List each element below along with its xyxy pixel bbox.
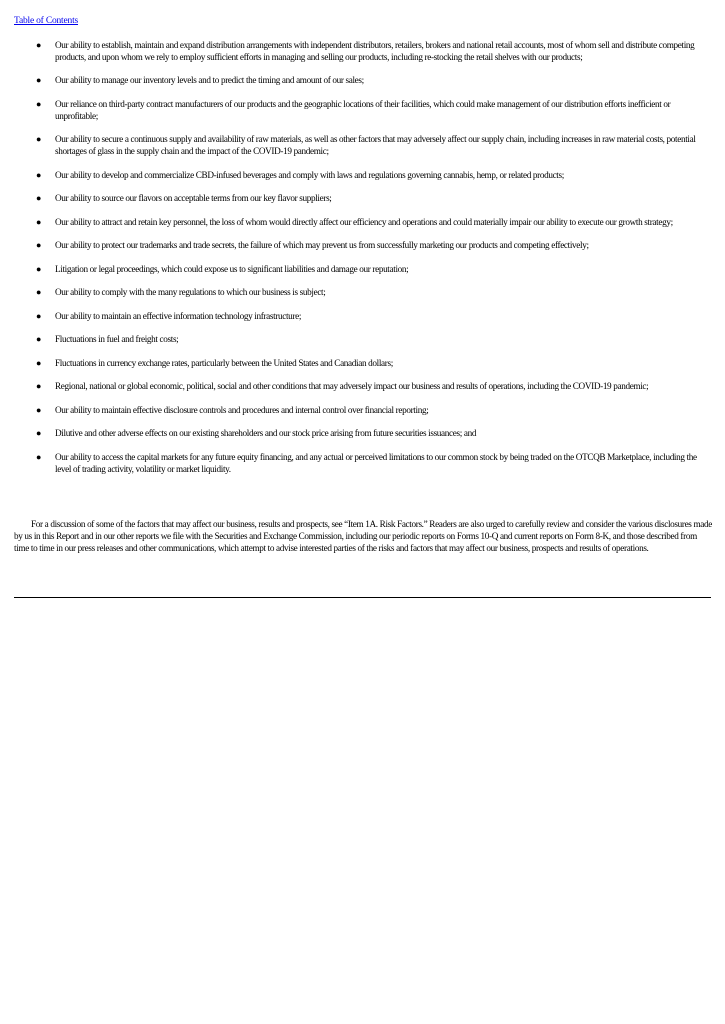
list-item: [0, 264, 725, 276]
list-item: [0, 217, 725, 229]
list-item: [0, 334, 725, 346]
list-item-text: Our ability to manage our inventory levels and to predict the timing and amount of our sales;: [55, 75, 364, 86]
list-item: [0, 134, 725, 158]
list-item-text: Our ability to access the capital markets for any future equity financing, and any actual or perceived limitations to our common stock by being traded on the OTCQB Marketplace, including the level of trading activity, volatility or market liquidity.: [55, 451, 697, 474]
closing-paragraph: For a discussion of some of the factors that may affect our business, results and prospects, see “Item 1A. Risk Factors.” Readers are also urged to carefully review and consider the various disclosures made by us in this Report and in our other reports we file with the Securities and Exchange Commission, including our periodic reports on Forms 10-Q and current reports on Form 8-K, and those described from time to time in our press releases and other communications, which attempt to advise interested parties of the risks and factors that may affect our business, prospects and results of operations.: [14, 519, 712, 553]
list-item: [0, 240, 725, 252]
list-item-text: Our ability to maintain effective disclosure controls and procedures and internal control over financial reporting;: [55, 404, 429, 415]
list-item-text: Our ability to source our flavors on acceptable terms from our key flavor suppliers;: [55, 193, 332, 204]
bullet-icon: ●: [36, 240, 42, 251]
list-item: [0, 358, 725, 370]
list-item: [0, 75, 725, 87]
page-divider: [14, 597, 711, 598]
list-item: [0, 170, 725, 182]
list-item: [0, 381, 725, 393]
bullet-icon: ●: [36, 98, 42, 109]
list-item-text: Our reliance on third-party contract manufacturers of our products and the geographic locations of their facilities, which could make management of our distribution efforts inefficient or unprofitable;: [55, 98, 671, 121]
bullet-icon: ●: [36, 193, 42, 204]
bullet-icon: ●: [36, 287, 42, 298]
list-item-text: Fluctuations in fuel and freight costs;: [55, 334, 179, 345]
list-item-text: Our ability to secure a continuous supply and availability of raw materials, as well as other factors that may adversely affect our supply chain, including increases in raw material costs, potential shortages of glass in the supply chain and the impact of the COVID-19 pandemic;: [55, 134, 696, 157]
bullet-icon: ●: [36, 357, 42, 368]
bullet-icon: ●: [36, 263, 42, 274]
bullet-icon: ●: [36, 216, 42, 227]
bullet-icon: ●: [36, 75, 42, 86]
list-item: [0, 40, 725, 64]
risk-factor-list: [0, 40, 725, 487]
list-item-text: Regional, national or global economic, political, social and other conditions that may adversely impact our business and results of operations, including the COVID-19 pandemic;: [55, 381, 649, 392]
list-item: [0, 193, 725, 205]
bullet-icon: ●: [36, 428, 42, 439]
bullet-icon: ●: [36, 169, 42, 180]
list-item: [0, 287, 725, 299]
bullet-icon: ●: [36, 334, 42, 345]
bullet-icon: ●: [36, 404, 42, 415]
bullet-icon: ●: [36, 381, 42, 392]
list-item: [0, 311, 725, 323]
bullet-icon: ●: [36, 40, 42, 50]
list-item-text: Our ability to attract and retain key personnel, the loss of whom would directly affect our efficiency and operations and could materially impair our ability to execute our growth strategy;: [55, 216, 673, 227]
bullet-icon: ●: [36, 310, 42, 321]
list-item-text: Our ability to comply with the many regulations to which our business is subject;: [55, 287, 326, 298]
list-item-text: Our ability to maintain an effective information technology infrastructure;: [55, 310, 302, 321]
list-item-text: Dilutive and other adverse effects on our existing shareholders and our stock price arising from future securities issuances; and: [55, 428, 477, 439]
list-item-text: Our ability to protect our trademarks and trade secrets, the failure of which may prevent us from successfully marketing our products and competing effectively;: [55, 240, 589, 251]
list-item-text: Our ability to develop and commercialize CBD-infused beverages and comply with laws and regulations governing cannabis, hemp, or related products;: [55, 169, 564, 180]
list-item-text: Litigation or legal proceedings, which could expose us to significant liabilities and damage our reputation;: [55, 263, 409, 274]
list-item: [0, 428, 725, 440]
list-item-text: Our ability to establish, maintain and expand distribution arrangements with independent distributors, retailers, brokers and national retail accounts, most of whom sell and distribute competing products, and upon whom we rely to employ sufficient efforts in managing and selling our products, including re-stocking the retail shelves with our products;: [55, 40, 695, 62]
bullet-icon: ●: [36, 451, 42, 462]
list-item: [0, 405, 725, 417]
list-item: [0, 99, 725, 123]
bullet-icon: ●: [36, 134, 42, 145]
list-item-text: Fluctuations in currency exchange rates, particularly between the United States and Canadian dollars;: [55, 357, 393, 368]
table-of-contents-link[interactable]: Table of Contents: [14, 16, 79, 26]
list-item: [0, 452, 725, 476]
